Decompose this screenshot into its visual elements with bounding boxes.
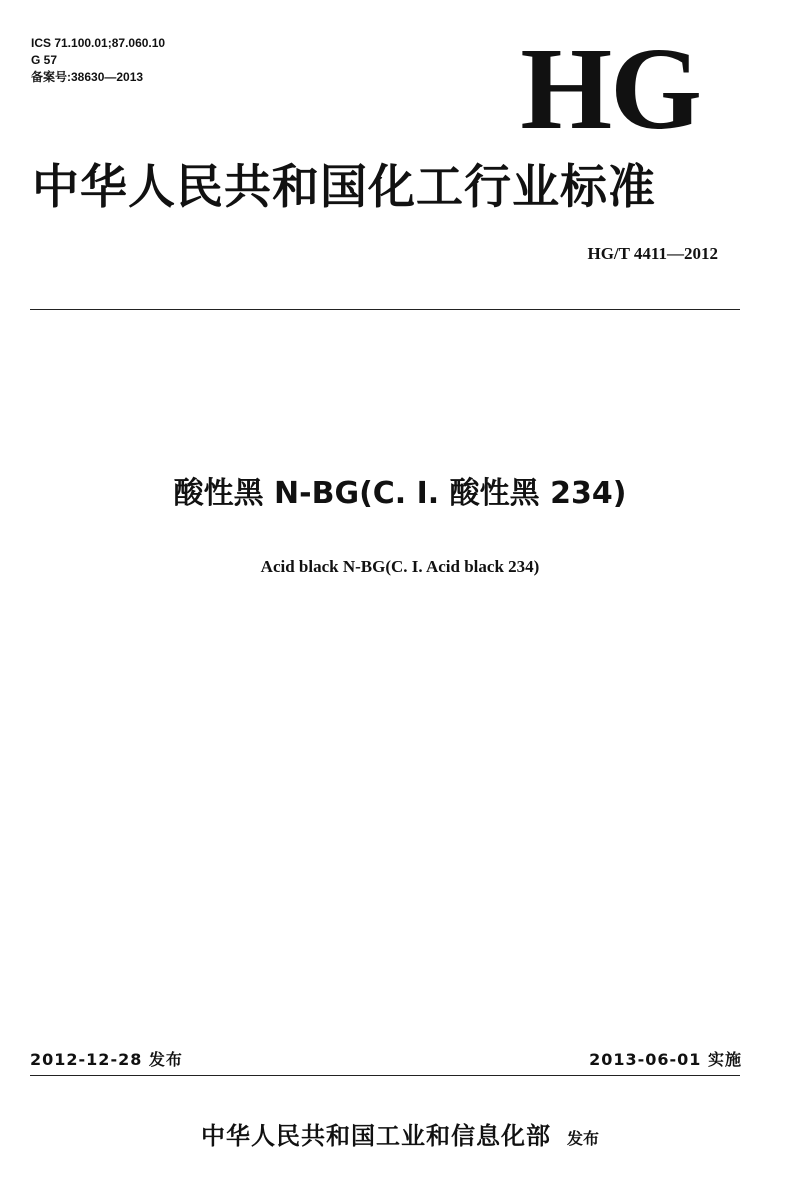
publisher-name: 中华人民共和国工业和信息化部	[200, 1122, 551, 1150]
standard-category-title: 中华人民共和国化工行业标准	[32, 160, 656, 215]
effective-date: 2013-06-01 实施	[589, 1050, 742, 1069]
record-number: 备案号:38630—2013	[31, 70, 144, 84]
publisher-action: 发布	[566, 1129, 599, 1148]
standard-number: HG/T 4411—2012	[587, 244, 718, 263]
document-title-chinese: 酸性黑 N-BG(C. I. 酸性黑 234)	[173, 476, 627, 511]
top-divider	[30, 309, 740, 310]
classification-code: G 57	[31, 53, 58, 67]
ics-code: ICS 71.100.01;87.060.10	[31, 36, 166, 50]
issue-date: 2012-12-28 发布	[30, 1050, 183, 1069]
bottom-divider	[30, 1075, 740, 1076]
publisher-line	[0, 1120, 800, 1155]
document-title-english: Acid black N-BG(C. I. Acid black 234)	[260, 557, 540, 576]
hg-logo: HG	[520, 23, 700, 154]
